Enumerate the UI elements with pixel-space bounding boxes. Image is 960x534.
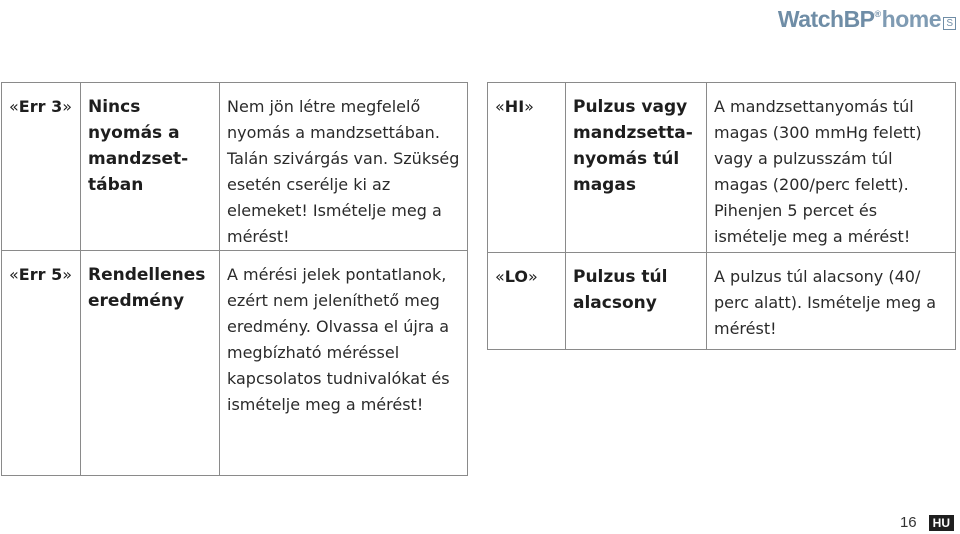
- error-table-right: [487, 82, 956, 350]
- error-title: Nincs nyomás a mandzset- tában: [81, 83, 220, 251]
- error-code-cell: «LO»: [488, 253, 566, 350]
- error-code: HI: [504, 97, 525, 116]
- table-row: [2, 251, 468, 476]
- logo-watch: Watch: [777, 6, 844, 32]
- logo-bp: BP: [843, 6, 875, 32]
- table-row: [2, 83, 468, 251]
- error-description: A pulzus túl alacsony (40/ perc alatt). Ismételje meg a mérést!: [707, 253, 956, 350]
- page-number: 16: [899, 514, 917, 531]
- error-code: Err 5: [18, 265, 63, 284]
- error-code-cell: «Err 3»: [2, 83, 81, 251]
- error-description: Nem jön létre megfelelő nyomás a mandzsettában. Talán szivárgás van. Szükség esetén cserélje ki az elemeket! Ismételje meg a mérést!: [220, 83, 468, 251]
- error-description: A mandzsettanyomás túl magas (300 mmHg felett) vagy a pulzusszám túl magas (200/perc felett). Pihenjen 5 percet és ismételje meg a mérést!: [707, 83, 956, 253]
- language-badge: HU: [929, 515, 954, 531]
- error-code: LO: [504, 267, 529, 286]
- error-description: A mérési jelek pontatlanok, ezért nem jeleníthető meg eredmény. Olvassa el újra a megbízható méréssel kapcsolatos tudnivalókat és ismételje meg a mérést!: [220, 251, 468, 476]
- error-title: Rendellenes eredmény: [81, 251, 220, 476]
- logo-s-badge: S: [943, 17, 956, 30]
- logo-home: home: [881, 6, 941, 32]
- page-footer: [900, 514, 954, 531]
- table-row: [488, 253, 956, 350]
- error-table-left: [1, 82, 468, 476]
- error-code-cell: «Err 5»: [2, 251, 81, 476]
- logo-registered-mark: ®: [874, 9, 881, 19]
- error-code-cell: «HI»: [488, 83, 566, 253]
- table-row: [488, 83, 956, 253]
- watchbp-home-logo: [778, 6, 956, 33]
- error-code: Err 3: [18, 97, 63, 116]
- error-title: Pulzus túl alacsony: [566, 253, 707, 350]
- error-title: Pulzus vagy mandzsetta- nyomás túl magas: [566, 83, 707, 253]
